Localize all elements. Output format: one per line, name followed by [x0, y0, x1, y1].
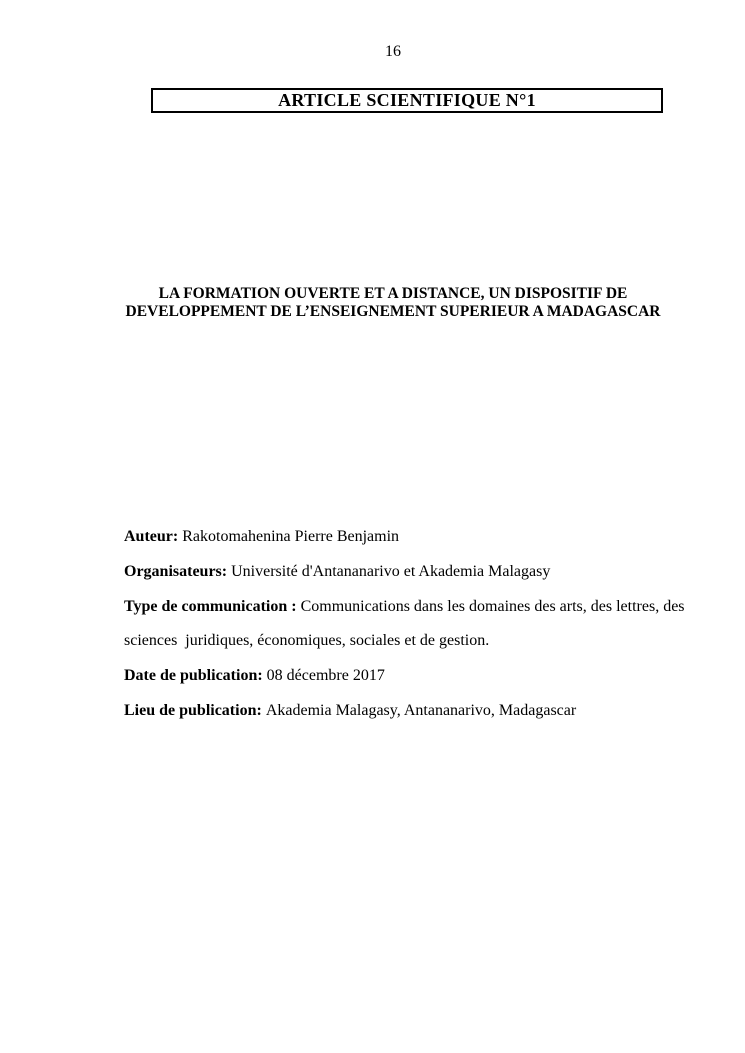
publication-date-value: 08 décembre 2017: [266, 667, 385, 685]
communication-type-value-cont: sciences juridiques, économiques, sociales et de gestion.: [124, 632, 490, 650]
article-header-box: [151, 88, 663, 113]
metadata-line-organizers: [124, 555, 669, 590]
publication-place-label: Lieu de publication:: [124, 701, 262, 719]
author-value: Rakotomahenina Pierre Benjamin: [182, 528, 400, 545]
article-header-label: ARTICLE SCIENTIFIQUE N°1: [278, 90, 536, 110]
metadata-block: [124, 520, 685, 729]
author-label: Auteur:: [124, 528, 179, 545]
metadata-line-publication-date: [124, 659, 669, 694]
page-number: 16: [385, 43, 401, 60]
organizers-value: Université d'Antananarivo et Akademia Malagasy: [231, 562, 551, 580]
metadata-line-publication-place: [124, 694, 669, 729]
document-title-line-2: DEVELOPPEMENT DE L’ENSEIGNEMENT SUPERIEUR A MADAGASCAR: [125, 302, 661, 320]
metadata-line-communication-type-cont: [124, 624, 669, 659]
publication-date-label: Date de publication:: [124, 667, 263, 685]
organizers-label: Organisateurs:: [124, 562, 228, 580]
communication-type-value: Communications dans les domaines des arts, des lettres, des: [300, 597, 685, 615]
metadata-line-author: [124, 520, 669, 555]
publication-place-value: Akademia Malagasy, Antananarivo, Madagascar: [265, 701, 577, 719]
metadata-line-communication-type: [124, 590, 685, 625]
document-title-line-1: LA FORMATION OUVERTE ET A DISTANCE, UN DISPOSITIF DE: [158, 285, 628, 302]
document-title: [124, 285, 662, 320]
communication-type-label: Type de communication :: [124, 597, 297, 615]
